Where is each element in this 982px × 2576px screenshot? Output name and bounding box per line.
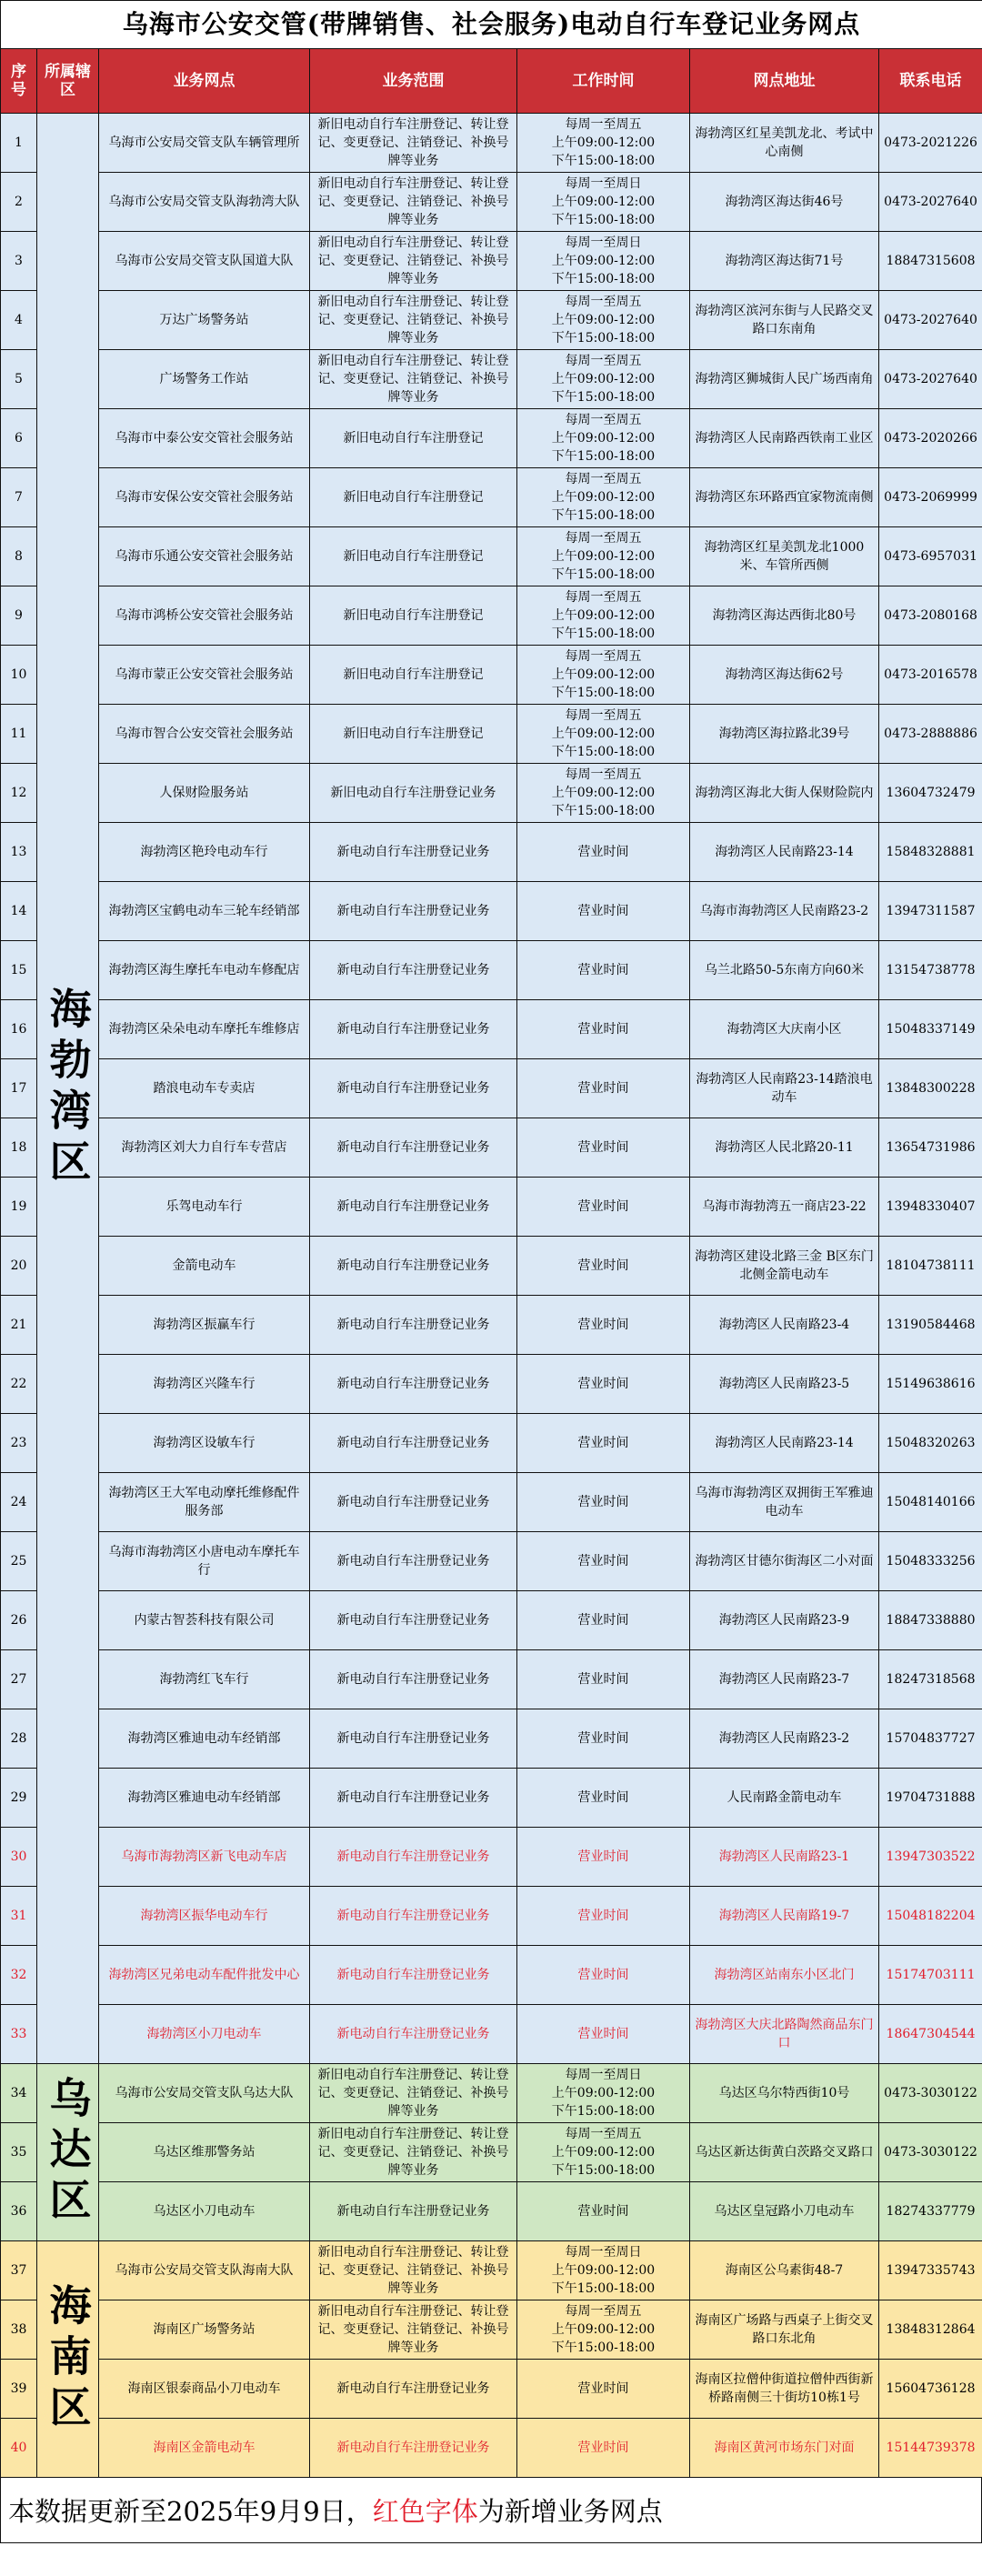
business-scope: 新旧电动自行车注册登记 bbox=[310, 527, 517, 586]
contact-phone: 15604736128 bbox=[879, 2360, 982, 2419]
business-scope: 新旧电动自行车注册登记、转让登记、变更登记、注销登记、补换号牌等业务 bbox=[310, 114, 517, 173]
work-hours: 营业时间 bbox=[517, 1355, 690, 1414]
point-address: 海勃湾区人民南路23-5 bbox=[690, 1355, 879, 1414]
work-hours: 营业时间 bbox=[517, 1059, 690, 1118]
page-title: 乌海市公安交管(带牌销售、社会服务)电动自行车登记业务网点 bbox=[1, 1, 982, 49]
work-hours: 营业时间 bbox=[517, 1709, 690, 1769]
table-row bbox=[1, 2005, 982, 2064]
table-row bbox=[1, 1473, 982, 1532]
point-address: 海勃湾区海达街71号 bbox=[690, 232, 879, 291]
contact-phone: 15174703111 bbox=[879, 1946, 982, 2005]
row-number: 18 bbox=[1, 1118, 37, 1178]
table-row bbox=[1, 114, 982, 173]
work-hours: 每周一至周五 上午09:00-12:00 下午15:00-18:00 bbox=[517, 114, 690, 173]
contact-phone: 15149638616 bbox=[879, 1355, 982, 1414]
table-row bbox=[1, 350, 982, 409]
point-name: 乌海市公安局交管支队车辆管理所 bbox=[99, 114, 310, 173]
point-name: 乌海市智合公安交管社会服务站 bbox=[99, 705, 310, 764]
row-number: 24 bbox=[1, 1473, 37, 1532]
table-row bbox=[1, 1769, 982, 1828]
contact-phone: 19704731888 bbox=[879, 1769, 982, 1828]
business-scope: 新旧电动自行车注册登记、转让登记、变更登记、注销登记、补换号牌等业务 bbox=[310, 232, 517, 291]
point-name: 海勃湾区雅迪电动车经销部 bbox=[99, 1769, 310, 1828]
work-hours: 营业时间 bbox=[517, 941, 690, 1000]
business-scope: 新电动自行车注册登记业务 bbox=[310, 1591, 517, 1650]
point-address: 海勃湾区人民南路23-14 bbox=[690, 1414, 879, 1473]
table-row bbox=[1, 291, 982, 350]
point-name: 乌海市乐通公安交管社会服务站 bbox=[99, 527, 310, 586]
row-number: 25 bbox=[1, 1532, 37, 1591]
row-number: 29 bbox=[1, 1769, 37, 1828]
contact-phone: 13604732479 bbox=[879, 764, 982, 823]
row-number: 19 bbox=[1, 1178, 37, 1237]
table-row bbox=[1, 764, 982, 823]
business-scope: 新旧电动自行车注册登记 bbox=[310, 468, 517, 527]
work-hours: 每周一至周五 上午09:00-12:00 下午15:00-18:00 bbox=[517, 2123, 690, 2182]
table-row bbox=[1, 882, 982, 941]
contact-phone: 13190584468 bbox=[879, 1296, 982, 1355]
footer-note bbox=[0, 2478, 982, 2543]
point-name: 乌海市中泰公安交管社会服务站 bbox=[99, 409, 310, 468]
point-address: 海勃湾区人民南路23-7 bbox=[690, 1650, 879, 1709]
contact-phone: 13154738778 bbox=[879, 941, 982, 1000]
point-address: 海勃湾区大庆南小区 bbox=[690, 1000, 879, 1059]
contact-phone: 0473-2080168 bbox=[879, 586, 982, 646]
contact-phone: 0473-2027640 bbox=[879, 291, 982, 350]
business-scope: 新旧电动自行车注册登记、转让登记、变更登记、注销登记、补换号牌等业务 bbox=[310, 2300, 517, 2360]
table-row bbox=[1, 1118, 982, 1178]
work-hours: 营业时间 bbox=[517, 1828, 690, 1887]
point-name: 海勃湾区王大军电动摩托维修配件服务部 bbox=[99, 1473, 310, 1532]
work-hours: 营业时间 bbox=[517, 1946, 690, 2005]
work-hours: 营业时间 bbox=[517, 1591, 690, 1650]
row-number: 40 bbox=[1, 2419, 37, 2478]
table-row bbox=[1, 2182, 982, 2241]
table-row bbox=[1, 1946, 982, 2005]
work-hours: 营业时间 bbox=[517, 1000, 690, 1059]
point-address: 海勃湾区人民南路23-2 bbox=[690, 1709, 879, 1769]
contact-phone: 13947311587 bbox=[879, 882, 982, 941]
work-hours: 每周一至周五 上午09:00-12:00 下午15:00-18:00 bbox=[517, 646, 690, 705]
table-row bbox=[1, 2241, 982, 2300]
table-row bbox=[1, 586, 982, 646]
district-cell: 乌达区 bbox=[37, 2064, 99, 2241]
row-number: 7 bbox=[1, 468, 37, 527]
point-address: 乌海市海勃湾五一商店23-22 bbox=[690, 1178, 879, 1237]
point-name: 海勃湾区雅迪电动车经销部 bbox=[99, 1709, 310, 1769]
row-number: 9 bbox=[1, 586, 37, 646]
table-row bbox=[1, 409, 982, 468]
point-name: 海勃湾区刘大力自行车专营店 bbox=[99, 1118, 310, 1178]
district-cell: 海勃湾区 bbox=[37, 114, 99, 2064]
work-hours: 营业时间 bbox=[517, 882, 690, 941]
table-row bbox=[1, 1532, 982, 1591]
work-hours: 营业时间 bbox=[517, 1414, 690, 1473]
table-row bbox=[1, 232, 982, 291]
business-scope: 新电动自行车注册登记业务 bbox=[310, 1650, 517, 1709]
table-row bbox=[1, 1591, 982, 1650]
row-number: 1 bbox=[1, 114, 37, 173]
point-name: 乌达区小刀电动车 bbox=[99, 2182, 310, 2241]
point-name: 乌海市公安局交管支队海勃湾大队 bbox=[99, 173, 310, 232]
work-hours: 营业时间 bbox=[517, 1178, 690, 1237]
contact-phone: 15048333256 bbox=[879, 1532, 982, 1591]
business-scope: 新电动自行车注册登记业务 bbox=[310, 941, 517, 1000]
point-address: 海南区拉僧仲街道拉僧仲西街新桥路南侧三十街坊10栋1号 bbox=[690, 2360, 879, 2419]
contact-phone: 15048140166 bbox=[879, 1473, 982, 1532]
point-name: 乌达区维那警务站 bbox=[99, 2123, 310, 2182]
row-number: 21 bbox=[1, 1296, 37, 1355]
contact-phone: 0473-3030122 bbox=[879, 2064, 982, 2123]
row-number: 5 bbox=[1, 350, 37, 409]
contact-phone: 15048182204 bbox=[879, 1887, 982, 1946]
header-hours: 工作时间 bbox=[517, 49, 690, 114]
work-hours: 营业时间 bbox=[517, 1237, 690, 1296]
row-number: 3 bbox=[1, 232, 37, 291]
contact-phone: 18247318568 bbox=[879, 1650, 982, 1709]
contact-phone: 18647304544 bbox=[879, 2005, 982, 2064]
row-number: 31 bbox=[1, 1887, 37, 1946]
point-address: 海勃湾区海达街62号 bbox=[690, 646, 879, 705]
work-hours: 每周一至周日 上午09:00-12:00 下午15:00-18:00 bbox=[517, 173, 690, 232]
table-row bbox=[1, 173, 982, 232]
work-hours: 营业时间 bbox=[517, 1118, 690, 1178]
table-header bbox=[1, 49, 982, 114]
business-scope: 新电动自行车注册登记业务 bbox=[310, 1059, 517, 1118]
contact-phone: 0473-3030122 bbox=[879, 2123, 982, 2182]
row-number: 39 bbox=[1, 2360, 37, 2419]
point-name: 海勃湾区振华电动车行 bbox=[99, 1887, 310, 1946]
business-scope: 新电动自行车注册登记业务 bbox=[310, 1887, 517, 1946]
work-hours: 营业时间 bbox=[517, 2182, 690, 2241]
point-address: 海南区广场路与西桌子上街交叉路口东北角 bbox=[690, 2300, 879, 2360]
point-name: 海勃湾区兄弟电动车配件批发中心 bbox=[99, 1946, 310, 2005]
point-address: 海南区黄河市场东门对面 bbox=[690, 2419, 879, 2478]
point-address: 海勃湾区大庆北路陶然商品东门口 bbox=[690, 2005, 879, 2064]
point-name: 广场警务工作站 bbox=[99, 350, 310, 409]
contact-phone: 0473-2021226 bbox=[879, 114, 982, 173]
point-name: 海南区广场警务站 bbox=[99, 2300, 310, 2360]
point-address: 海勃湾区红星美凯龙北、考试中心南侧 bbox=[690, 114, 879, 173]
header-address: 网点地址 bbox=[690, 49, 879, 114]
point-name: 乐驾电动车行 bbox=[99, 1178, 310, 1237]
point-name: 踏浪电动车专卖店 bbox=[99, 1059, 310, 1118]
business-scope: 新电动自行车注册登记业务 bbox=[310, 1237, 517, 1296]
business-scope: 新电动自行车注册登记业务 bbox=[310, 1769, 517, 1828]
point-name: 海勃湾区朵朵电动车摩托车维修店 bbox=[99, 1000, 310, 1059]
point-address: 海勃湾区人民南路西铁南工业区 bbox=[690, 409, 879, 468]
business-scope: 新电动自行车注册登记业务 bbox=[310, 1296, 517, 1355]
work-hours: 营业时间 bbox=[517, 1532, 690, 1591]
row-number: 37 bbox=[1, 2241, 37, 2300]
point-address: 海勃湾区海北大街人保财险院内 bbox=[690, 764, 879, 823]
work-hours: 每周一至周五 上午09:00-12:00 下午15:00-18:00 bbox=[517, 468, 690, 527]
business-scope: 新电动自行车注册登记业务 bbox=[310, 2005, 517, 2064]
business-scope: 新电动自行车注册登记业务 bbox=[310, 2419, 517, 2478]
table-row bbox=[1, 1296, 982, 1355]
work-hours: 每周一至周日 上午09:00-12:00 下午15:00-18:00 bbox=[517, 2064, 690, 2123]
point-name: 乌海市公安局交管支队国道大队 bbox=[99, 232, 310, 291]
contact-phone: 13848312864 bbox=[879, 2300, 982, 2360]
point-name: 乌海市安保公安交管社会服务站 bbox=[99, 468, 310, 527]
work-hours: 营业时间 bbox=[517, 1473, 690, 1532]
table-row bbox=[1, 1237, 982, 1296]
contact-phone: 13948330407 bbox=[879, 1178, 982, 1237]
work-hours: 营业时间 bbox=[517, 1887, 690, 1946]
row-number: 8 bbox=[1, 527, 37, 586]
table-row bbox=[1, 823, 982, 882]
business-scope: 新旧电动自行车注册登记 bbox=[310, 409, 517, 468]
table-row bbox=[1, 1414, 982, 1473]
business-scope: 新电动自行车注册登记业务 bbox=[310, 823, 517, 882]
point-address: 海勃湾区甘德尔街海区二小对面 bbox=[690, 1532, 879, 1591]
row-number: 23 bbox=[1, 1414, 37, 1473]
contact-phone: 0473-6957031 bbox=[879, 527, 982, 586]
contact-phone: 0473-2069999 bbox=[879, 468, 982, 527]
header-district: 所属辖区 bbox=[37, 49, 99, 114]
point-name: 海勃湾区振赢车行 bbox=[99, 1296, 310, 1355]
row-number: 27 bbox=[1, 1650, 37, 1709]
contact-phone: 18847315608 bbox=[879, 232, 982, 291]
table-row bbox=[1, 1059, 982, 1118]
work-hours: 每周一至周五 上午09:00-12:00 下午15:00-18:00 bbox=[517, 586, 690, 646]
row-number: 26 bbox=[1, 1591, 37, 1650]
table-row bbox=[1, 2123, 982, 2182]
business-scope: 新旧电动自行车注册登记 bbox=[310, 646, 517, 705]
point-address: 海勃湾区人民南路23-1 bbox=[690, 1828, 879, 1887]
table-row bbox=[1, 1000, 982, 1059]
point-name: 乌海市公安局交管支队海南大队 bbox=[99, 2241, 310, 2300]
point-address: 海勃湾区狮城街人民广场西南角 bbox=[690, 350, 879, 409]
table-row bbox=[1, 2300, 982, 2360]
row-number: 28 bbox=[1, 1709, 37, 1769]
business-scope: 新旧电动自行车注册登记、转让登记、变更登记、注销登记、补换号牌等业务 bbox=[310, 350, 517, 409]
footer-red-text: 红色字体 bbox=[372, 2496, 478, 2527]
point-name: 海勃湾区海生摩托车电动车修配店 bbox=[99, 941, 310, 1000]
row-number: 35 bbox=[1, 2123, 37, 2182]
row-number: 2 bbox=[1, 173, 37, 232]
point-address: 乌兰北路50-5东南方向60米 bbox=[690, 941, 879, 1000]
contact-phone: 0473-2016578 bbox=[879, 646, 982, 705]
business-scope: 新电动自行车注册登记业务 bbox=[310, 1532, 517, 1591]
point-address: 人民南路金箭电动车 bbox=[690, 1769, 879, 1828]
work-hours: 营业时间 bbox=[517, 2005, 690, 2064]
contact-phone: 18274337779 bbox=[879, 2182, 982, 2241]
row-number: 10 bbox=[1, 646, 37, 705]
point-name: 内蒙古智荟科技有限公司 bbox=[99, 1591, 310, 1650]
row-number: 14 bbox=[1, 882, 37, 941]
row-number: 15 bbox=[1, 941, 37, 1000]
row-number: 17 bbox=[1, 1059, 37, 1118]
point-address: 海勃湾区海达街46号 bbox=[690, 173, 879, 232]
point-address: 海勃湾区人民北路20-11 bbox=[690, 1118, 879, 1178]
point-name: 金箭电动车 bbox=[99, 1237, 310, 1296]
point-address: 海勃湾区海达西街北80号 bbox=[690, 586, 879, 646]
footer-prefix: 本数据更新至2025年9月9日， bbox=[8, 2496, 373, 2527]
contact-phone: 13848300228 bbox=[879, 1059, 982, 1118]
point-name: 海南区银泰商品小刀电动车 bbox=[99, 2360, 310, 2419]
point-address: 海勃湾区人民南路23-14踏浪电动车 bbox=[690, 1059, 879, 1118]
point-name: 乌海市海勃湾区小唐电动车摩托车行 bbox=[99, 1532, 310, 1591]
point-address: 海勃湾区滨河东街与人民路交叉路口东南角 bbox=[690, 291, 879, 350]
footer-suffix: 为新增业务网点 bbox=[477, 2496, 663, 2527]
point-name: 乌海市海勃湾区新飞电动车店 bbox=[99, 1828, 310, 1887]
table-row bbox=[1, 468, 982, 527]
table-row bbox=[1, 1178, 982, 1237]
point-name: 乌海市鸿桥公安交管社会服务站 bbox=[99, 586, 310, 646]
row-number: 6 bbox=[1, 409, 37, 468]
contact-phone: 15848328881 bbox=[879, 823, 982, 882]
business-scope: 新电动自行车注册登记业务 bbox=[310, 2360, 517, 2419]
work-hours: 每周一至周五 上午09:00-12:00 下午15:00-18:00 bbox=[517, 705, 690, 764]
business-scope: 新旧电动自行车注册登记业务 bbox=[310, 764, 517, 823]
point-name: 海勃湾区兴隆车行 bbox=[99, 1355, 310, 1414]
work-hours: 每周一至周日 上午09:00-12:00 下午15:00-18:00 bbox=[517, 232, 690, 291]
row-number: 22 bbox=[1, 1355, 37, 1414]
point-name: 万达广场警务站 bbox=[99, 291, 310, 350]
point-address: 乌海市海勃湾区双拥街王军雅迪电动车 bbox=[690, 1473, 879, 1532]
work-hours: 每周一至周五 上午09:00-12:00 下午15:00-18:00 bbox=[517, 409, 690, 468]
work-hours: 营业时间 bbox=[517, 1650, 690, 1709]
row-number: 16 bbox=[1, 1000, 37, 1059]
business-scope: 新电动自行车注册登记业务 bbox=[310, 1828, 517, 1887]
contact-phone: 18847338880 bbox=[879, 1591, 982, 1650]
row-number: 33 bbox=[1, 2005, 37, 2064]
row-number: 32 bbox=[1, 1946, 37, 2005]
point-name: 乌海市公安局交管支队乌达大队 bbox=[99, 2064, 310, 2123]
table-row bbox=[1, 527, 982, 586]
work-hours: 营业时间 bbox=[517, 2360, 690, 2419]
point-address: 乌达区乌尔特西街10号 bbox=[690, 2064, 879, 2123]
point-address: 海勃湾区海拉路北39号 bbox=[690, 705, 879, 764]
point-address: 乌达区皇冠路小刀电动车 bbox=[690, 2182, 879, 2241]
table-row bbox=[1, 1650, 982, 1709]
business-scope: 新电动自行车注册登记业务 bbox=[310, 2182, 517, 2241]
business-scope: 新电动自行车注册登记业务 bbox=[310, 882, 517, 941]
contact-phone: 13947303522 bbox=[879, 1828, 982, 1887]
row-number: 30 bbox=[1, 1828, 37, 1887]
table-row bbox=[1, 1355, 982, 1414]
table-row bbox=[1, 646, 982, 705]
business-scope: 新电动自行车注册登记业务 bbox=[310, 1118, 517, 1178]
row-number: 20 bbox=[1, 1237, 37, 1296]
business-scope: 新旧电动自行车注册登记、转让登记、变更登记、注销登记、补换号牌等业务 bbox=[310, 2241, 517, 2300]
point-name: 海勃湾区设敏车行 bbox=[99, 1414, 310, 1473]
work-hours: 每周一至周五 上午09:00-12:00 下午15:00-18:00 bbox=[517, 350, 690, 409]
contact-phone: 15048320263 bbox=[879, 1414, 982, 1473]
point-address: 乌海市海勃湾区人民南路23-2 bbox=[690, 882, 879, 941]
point-address: 海勃湾区建设北路三金 B区东门北侧金箭电动车 bbox=[690, 1237, 879, 1296]
point-name: 海勃湾区小刀电动车 bbox=[99, 2005, 310, 2064]
row-number: 36 bbox=[1, 2182, 37, 2241]
header-no: 序号 bbox=[1, 49, 37, 114]
business-scope: 新电动自行车注册登记业务 bbox=[310, 1178, 517, 1237]
business-scope: 新电动自行车注册登记业务 bbox=[310, 1414, 517, 1473]
row-number: 12 bbox=[1, 764, 37, 823]
work-hours: 营业时间 bbox=[517, 1769, 690, 1828]
business-scope: 新旧电动自行车注册登记 bbox=[310, 586, 517, 646]
business-scope: 新电动自行车注册登记业务 bbox=[310, 1946, 517, 2005]
point-name: 海南区金箭电动车 bbox=[99, 2419, 310, 2478]
business-scope: 新电动自行车注册登记业务 bbox=[310, 1355, 517, 1414]
row-number: 11 bbox=[1, 705, 37, 764]
work-hours: 营业时间 bbox=[517, 823, 690, 882]
header-phone: 联系电话 bbox=[879, 49, 982, 114]
table-row bbox=[1, 2419, 982, 2478]
contact-phone: 13654731986 bbox=[879, 1118, 982, 1178]
table-row bbox=[1, 1887, 982, 1946]
header-scope: 业务范围 bbox=[310, 49, 517, 114]
table-body bbox=[1, 114, 982, 2478]
row-number: 13 bbox=[1, 823, 37, 882]
table-row bbox=[1, 941, 982, 1000]
point-name: 人保财险服务站 bbox=[99, 764, 310, 823]
table-row bbox=[1, 2064, 982, 2123]
row-number: 34 bbox=[1, 2064, 37, 2123]
business-scope: 新旧电动自行车注册登记、转让登记、变更登记、注销登记、补换号牌等业务 bbox=[310, 2064, 517, 2123]
point-address: 海勃湾区人民南路23-14 bbox=[690, 823, 879, 882]
contact-phone: 15048337149 bbox=[879, 1000, 982, 1059]
point-address: 海勃湾区人民南路23-4 bbox=[690, 1296, 879, 1355]
contact-phone: 18104738111 bbox=[879, 1237, 982, 1296]
point-name: 乌海市蒙正公安交管社会服务站 bbox=[99, 646, 310, 705]
work-hours: 每周一至周五 上午09:00-12:00 下午15:00-18:00 bbox=[517, 764, 690, 823]
business-scope: 新电动自行车注册登记业务 bbox=[310, 1709, 517, 1769]
work-hours: 每周一至周日 上午09:00-12:00 下午15:00-18:00 bbox=[517, 2241, 690, 2300]
contact-phone: 15704837727 bbox=[879, 1709, 982, 1769]
contact-phone: 0473-2027640 bbox=[879, 350, 982, 409]
work-hours: 每周一至周五 上午09:00-12:00 下午15:00-18:00 bbox=[517, 2300, 690, 2360]
row-number: 4 bbox=[1, 291, 37, 350]
table-row bbox=[1, 705, 982, 764]
table-row bbox=[1, 2360, 982, 2419]
business-scope: 新旧电动自行车注册登记、转让登记、变更登记、注销登记、补换号牌等业务 bbox=[310, 291, 517, 350]
contact-phone: 0473-2888886 bbox=[879, 705, 982, 764]
work-hours: 营业时间 bbox=[517, 2419, 690, 2478]
business-scope: 新旧电动自行车注册登记、转让登记、变更登记、注销登记、补换号牌等业务 bbox=[310, 2123, 517, 2182]
work-hours: 每周一至周五 上午09:00-12:00 下午15:00-18:00 bbox=[517, 291, 690, 350]
point-address: 乌达区新达街黄白茨路交叉路口 bbox=[690, 2123, 879, 2182]
header-name: 业务网点 bbox=[99, 49, 310, 114]
table-row bbox=[1, 1709, 982, 1769]
contact-phone: 0473-2027640 bbox=[879, 173, 982, 232]
work-hours: 每周一至周五 上午09:00-12:00 下午15:00-18:00 bbox=[517, 527, 690, 586]
point-name: 海勃湾红飞车行 bbox=[99, 1650, 310, 1709]
row-number: 38 bbox=[1, 2300, 37, 2360]
point-address: 海勃湾区东环路西宜家物流南侧 bbox=[690, 468, 879, 527]
work-hours: 营业时间 bbox=[517, 1296, 690, 1355]
contact-phone: 13947335743 bbox=[879, 2241, 982, 2300]
contact-phone: 15144739378 bbox=[879, 2419, 982, 2478]
point-name: 海勃湾区宝鹤电动车三轮车经销部 bbox=[99, 882, 310, 941]
business-scope: 新电动自行车注册登记业务 bbox=[310, 1000, 517, 1059]
contact-phone: 0473-2020266 bbox=[879, 409, 982, 468]
point-address: 海勃湾区红星美凯龙北1000米、车管所西侧 bbox=[690, 527, 879, 586]
point-address: 海勃湾区人民南路23-9 bbox=[690, 1591, 879, 1650]
table-row bbox=[1, 1828, 982, 1887]
point-name: 海勃湾区艳玲电动车行 bbox=[99, 823, 310, 882]
business-scope: 新旧电动自行车注册登记 bbox=[310, 705, 517, 764]
district-cell: 海南区 bbox=[37, 2241, 99, 2478]
business-scope: 新电动自行车注册登记业务 bbox=[310, 1473, 517, 1532]
point-address: 海勃湾区人民南路19-7 bbox=[690, 1887, 879, 1946]
point-address: 海南区公乌素街48-7 bbox=[690, 2241, 879, 2300]
point-address: 海勃湾区站南东小区北门 bbox=[690, 1946, 879, 2005]
business-scope: 新旧电动自行车注册登记、转让登记、变更登记、注销登记、补换号牌等业务 bbox=[310, 173, 517, 232]
